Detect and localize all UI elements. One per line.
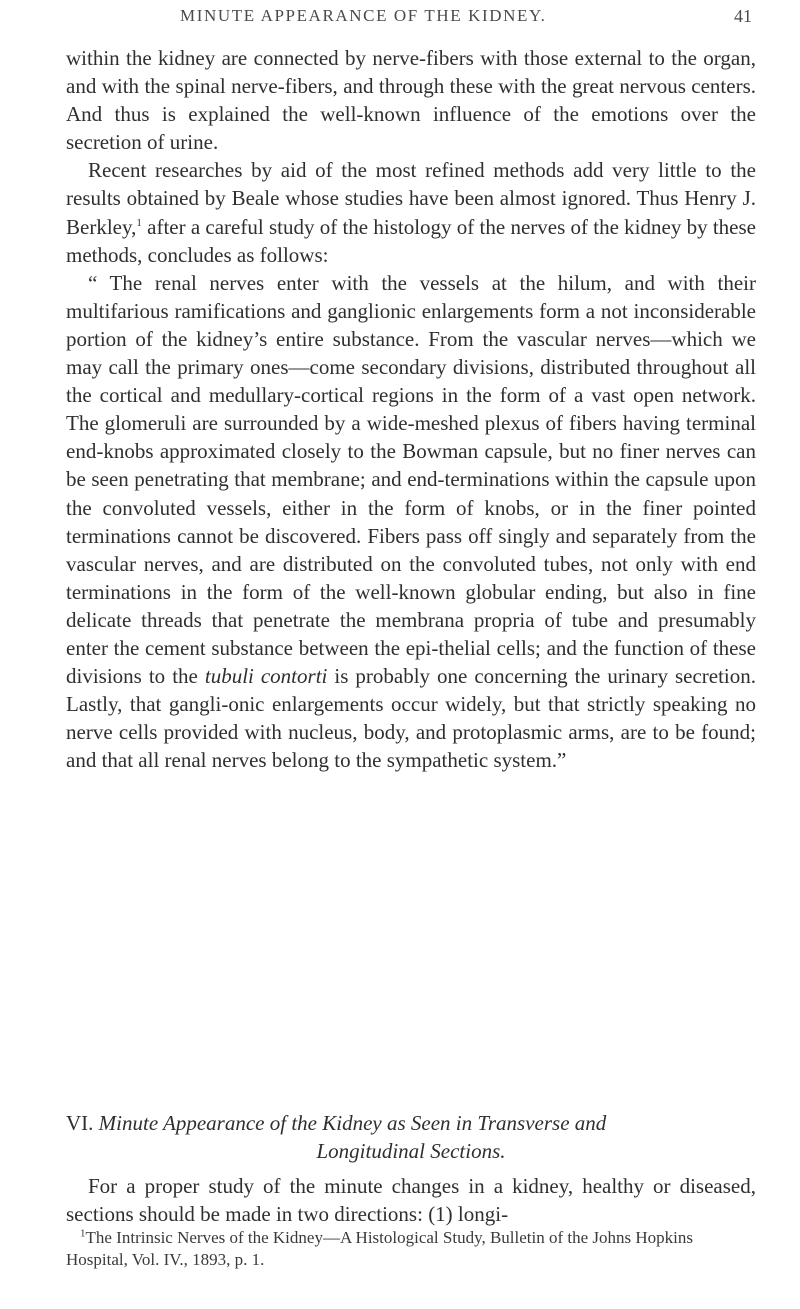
body-text [66,44,756,774]
running-head [0,6,800,32]
italic-term: tubuli contorti [204,664,328,689]
section-title-part-1: Minute Appearance of the Kidney as Seen in Transverse and [98,1111,607,1135]
footnote-entry [66,1227,756,1271]
footnote-reference: 1 [136,216,142,229]
footnote-text: The Intrinsic Nerves of the Kidney—A Histological Study, Bulletin of the Johns Hopkins Hospital, Vol. IV., 1893, p. 1. [66,1228,694,1269]
paragraph-text: after a careful study of the histology of the nerves of the kidney by these methods, concludes as follows: [66,214,756,267]
paragraph-quotation [66,269,756,775]
paragraph-proper-study [66,1172,756,1228]
section-heading-line-1 [66,1109,756,1137]
section-body [66,1172,756,1228]
section-numeral: VI. [66,1111,94,1135]
footnote-marker: 1 [80,1227,86,1240]
section-title-part-2: Longitudinal Sections. [316,1139,506,1163]
running-title: MINUTE APPEARANCE OF THE KIDNEY. [180,6,547,25]
page-number: 41 [734,6,752,26]
paragraph-continued [66,44,756,156]
footnote [66,1227,756,1271]
paragraph-text: For a proper study of the minute changes in a kidney, healthy or diseased, sections should be made in two directions: (1) longi- [66,1174,756,1226]
section-heading [66,1109,756,1165]
paragraph-text: “ The renal nerves enter with the vessels at the hilum, and with their multifarious ramifications and ganglionic enlargements form a not inconsiderable portion of the kidney’s entire substance. From the vascular nerves—which we may call the primary ones—come secondary divisions, distributed throughout all the cortical and medullary-cortical regions in the form of a vast open network. The glomeruli are surrounded by a wide-meshed plexus of fibers having terminal end-knobs approximated closely to the Bowman capsule, but no finer nerves can be seen penetrating that membrane; and end-terminations within the capsule upon the convoluted vessels, either in the form of knobs, or in the finer pointed terminations cannot be discovered. Fibers pass off singly and separately from the vascular nerves, and are distributed on the convoluted tubes, not only with end terminations in the form of the well-known globular ending, but also in fine delicate threads that penetrate the membrana propria of tube and presumably enter the cement substance between the epi-thelial cells; and the function of these divisions to the [66,270,756,689]
paragraph-text: Recent researches by aid of the most refined methods add very little to the results obtained by Beale whose studies have been almost ignored. Thus Henry J. Berkley, [66,158,756,239]
paragraph-text: is probably one concerning the urinary secretion. Lastly, that gangli-onic enlargements occur widely, but that strictly speaking no nerve cells provided with nucleus, body, and protoplasmic arms, are to be found; and that all renal nerves belong to the sympathetic system.” [66,664,757,773]
paragraph-text: within the kidney are connected by nerve-fibers with those external to the organ, and with the spinal nerve-fibers, and through these with the great nervous centers. And thus is explained the well-known influence of the emotions over the secretion of urine. [66,46,756,155]
paragraph-recent-researches [66,156,756,268]
